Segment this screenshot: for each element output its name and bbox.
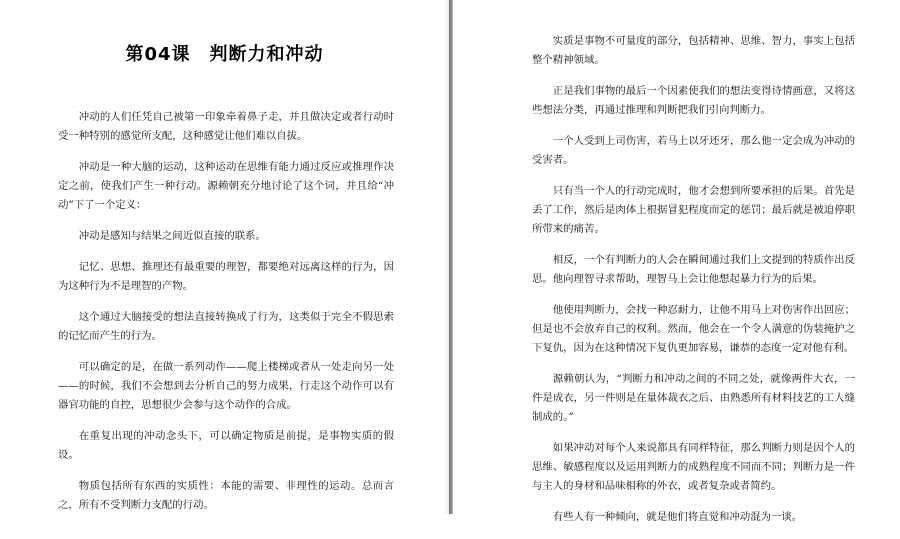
paragraph: 物质包括所有东西的实质性：本能的需要、非理性的运动。总而言之，所有不受判断力支配的行动。 — [58, 480, 394, 511]
paragraph: 正是我们事物的最后一个因素使我们的想法变得诗情画意，又将这些想法分类，再通过推理和判断把我们引向判断力。 — [532, 85, 855, 116]
paragraph: 只有当一个人的行动完成时，他才会想到所要承担的后果。首先是丢了工作，然后是肉体上根据冒犯程度而定的惩罚；最后就是被迫停职所带来的痛苦。 — [532, 185, 855, 235]
right-page-text — [532, 32, 855, 539]
paragraph: 有些人有一种倾向，就是他们将直觉和冲动混为一谈。 — [552, 511, 803, 523]
paragraph: 冲动是一种大脑的运动，这种运动在思维有能力通过反应或推理作决定之前，使我们产生一种行动。源赖朝充分地讨论了这个词，并且给“冲动”下了一个定义： — [58, 161, 394, 211]
paragraph: 冲动是感知与结果之间近似直接的联系。 — [78, 230, 266, 242]
chapter-title: 第04课 判断力和冲动 — [125, 44, 324, 65]
paragraph: 可以确定的是，在做一系列动作——爬上楼梯或者从一处走向另一处——的时候，我们不会想到去分析自己的努力成果，行走这个动作可以有器官功能的自控，思想很少会参与这个动作的合成。 — [58, 361, 394, 411]
paragraph: 源赖朝认为，“判断力和冲动之间的不同之处，就像两件大衣，一件是成衣，另一件则是在量体裁衣之后、由熟悉所有材料技艺的工人缝制成的。” — [532, 373, 855, 423]
paragraph: 他使用判断力，会找一种忍耐力，让他不用马上对伤害作出回应；但是也不会放弃自己的权利。然而，他会在一个令人满意的伪装掩护之下复仇，因为在这种情况下复仇更加容易，谦恭的态度一定对他有利。 — [532, 304, 855, 354]
paragraph: 记忆、思想、推理还有最重要的理智，都要绝对远离这样的行为，因为这种行为不是理智的产物。 — [58, 261, 394, 292]
paragraph: 在重复出现的冲动念头下，可以确定物质是前提，是事物实质的假设。 — [58, 430, 394, 461]
paragraph: 这个通过大脑接受的想法直接转换成了行为，这类似于完全不假思索的记忆而产生的行为。 — [58, 311, 394, 342]
paragraph: 冲动的人们任凭自己被第一印象牵着鼻子走，并且做决定或者行动时受一种特别的感觉所支配，这种感觉让他们难以自拔。 — [58, 111, 394, 142]
paragraph: 如果冲动对每个人来说都具有同样特征，那么判断力则是因个人的思维、敏感程度以及运用判断力的成熟程度不同而不同；判断力是一件与主人的身材和品味相称的外衣，或者复杂或者简约。 — [532, 442, 855, 492]
left-page-text — [58, 108, 394, 527]
paragraph: 相反，一个有判断力的人会在瞬间通过我们上文提到的特质作出反思。他向理智寻求帮助，理智马上会让他想起暴力行为的后果。 — [532, 254, 855, 285]
right-page — [453, 0, 900, 523]
paragraph: 实质是事物不可量度的部分，包括精神、思维、智力，事实上包括整个精神领域。 — [532, 35, 855, 66]
left-page — [0, 0, 449, 514]
paragraph: 一个人受到上司伤害，若马上以牙还牙，那么他一定会成为冲动的受害者。 — [532, 135, 855, 166]
